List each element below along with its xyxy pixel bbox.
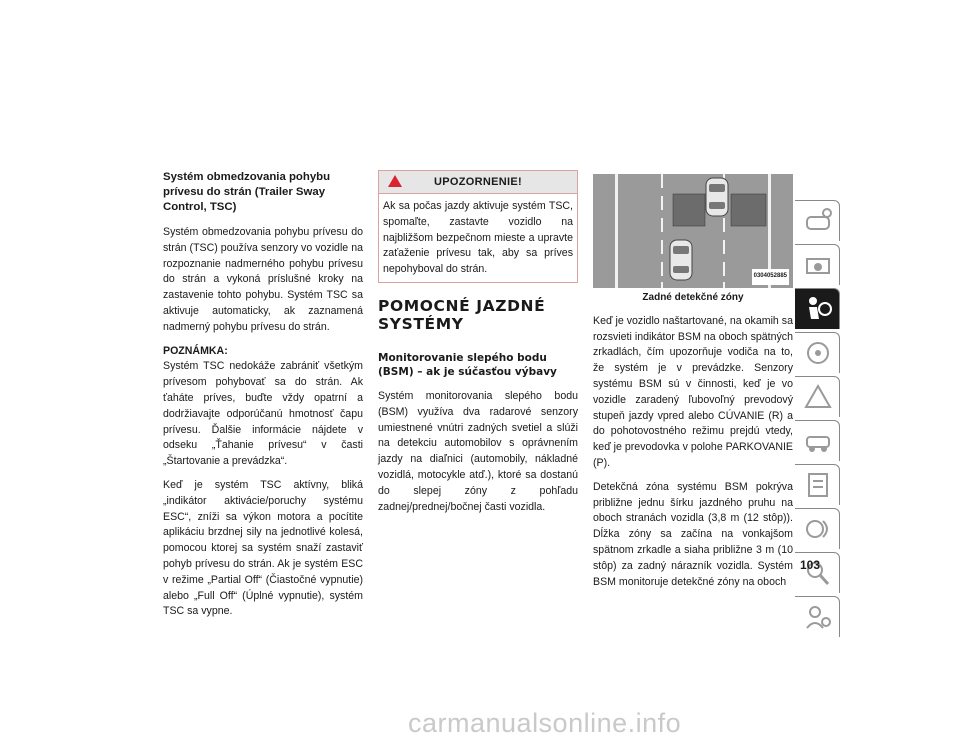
paragraph: Systém monitorovania slepého bodu (BSM) využíva dva radarové senzory umiestnené vnútri zadných svetiel a slúži na detekciu automobilov s oprávnením jazdy na diaľnici (automobily, nákladné vozidlá, motocykle atď.), ktoré sa dostanú do slepej zóny z pohľadu zadnej/prednej/bočnej časti vozidla. [378,389,578,513]
chapter-tab-driving[interactable] [795,332,840,373]
dashboard-icon [803,251,833,279]
column-right [593,174,793,598]
service-car-icon [803,427,833,455]
paragraph: Detekčná zóna systému BSM pokrýva približne jednu šírku jazdného pruhu na oboch stranách vozidla (3,8 m (12 stôp)). Dĺžka zóny sa začína na vonkajšom spätnom zrkadle a siaha približne 3 m (10 stôp) za zadný nárazník vozidla. Systém BSM monitoruje detekčné zóny na oboch [593,480,793,588]
figure-code: 0304052885 [752,269,789,285]
figure-caption: Zadné detekčné zóny [642,292,744,303]
airbag-person-icon [803,295,833,323]
column-left [163,170,363,628]
warning-box [378,170,578,283]
note-label: POZNÁMKA: [163,344,228,357]
chapter-tab-specs[interactable] [795,464,840,505]
paragraph: Systém obmedzovania pohybu prívesu do strán (TSC) používa senzory vo vozidle na rozpoznanie nadmerného pohybu prívesu do strán a vykoná príslušné kroky na zastavenie tohto pohybu. Systém TSC sa aktivuje automaticky, ak zaznamená nadmerný pohybu prívesu do strán. [163,226,363,333]
checklist-icon [803,471,833,499]
chapter-heading: POMOCNÉ JAZDNÉ SYSTÉMY [378,296,546,333]
watermark-text: carmanualsonline.info [408,708,682,738]
chapter-tab-service[interactable] [795,420,840,461]
note-text: Systém TSC nedokáže zabrániť všetkým prívesom pohybovať sa do strán. Ak ťaháte príves, buďte vždy opatrní a dodržiavajte odporúčanú hmotnosť čapu prívesu. Ďalšie informácie nájdete v odseku „Ťahanie prívesu“ v časti „Štartovanie a prevádzka“. [163,360,363,468]
blind-spot-diagram [593,174,793,288]
chapter-tabs [795,200,840,640]
warning-title: UPOZORNENIE! [434,176,522,188]
chapter-tab-dashboard[interactable] [795,244,840,285]
watermark [0,706,960,742]
warning-text: Ak sa počas jazdy aktivuje systém TSC, spomaľte, zastavte vozidlo na najbližšom bezpečnom mieste a upravte zaťaženie prívesu tak, aby sa príves nepohyboval do strán. [383,200,573,276]
car-key-icon [803,207,833,235]
page-number: 103 [800,558,821,572]
left-detection-zone [673,194,705,226]
chapter-tab-multimedia[interactable] [795,508,840,549]
chapter-tab-vehicle[interactable] [795,200,840,241]
section-heading-tsc: Systém obmedzovania pohybu prívesu do strán (Trailer Sway Control, TSC) [163,171,331,213]
paragraph: Keď je systém TSC aktívny, bliká „indikátor aktivácie/poruchy systému ESC“, zníži sa výkon motora a pocítite aplikáciu brzdnej sily na jednotlivé kolesá, pomocou ktorej sa systém snaží zastaviť pohyb prívesu do strán. Ak je systém ESC v režime „Partial Off“ (Čiastočné vypnutie) alebo „Full Off“ (Úplné vypnutie), systém TSC sa vypne. [163,478,363,618]
warning-header [379,171,577,194]
multimedia-icon [803,515,833,543]
chapter-tab-emergency[interactable] [795,376,840,417]
warning-car-icon [803,383,833,411]
adjacent-car-icon [670,240,692,280]
column-middle [378,170,578,523]
warning-triangle-icon [387,174,403,188]
chapter-tab-safety[interactable] [795,288,840,329]
host-car-icon [706,178,728,216]
subheading-bsm: Monitorovanie slepého bodu (BSM) – ak je súčasťou výbavy [378,351,557,378]
steering-wheel-icon [803,339,833,367]
chapter-tab-customer[interactable] [795,596,840,637]
customer-assistance-icon [803,603,833,631]
paragraph: Keď je vozidlo naštartované, na okamih sa rozsvieti indikátor BSM na oboch spätných zrkadlách, čím upozorňuje vodiča na to, že systém je v prevádzke. Senzory systému BSM sú v činnosti, keď je vo vozidle zaradený ľubovoľný prevodový stupeň jazdy vpred alebo CÚVANIE (R) a do pohotovostného režimu prejdú vtedy, keď je prevodovka v polohe PARKOVANIE (P). [593,314,793,469]
right-detection-zone [731,194,766,226]
